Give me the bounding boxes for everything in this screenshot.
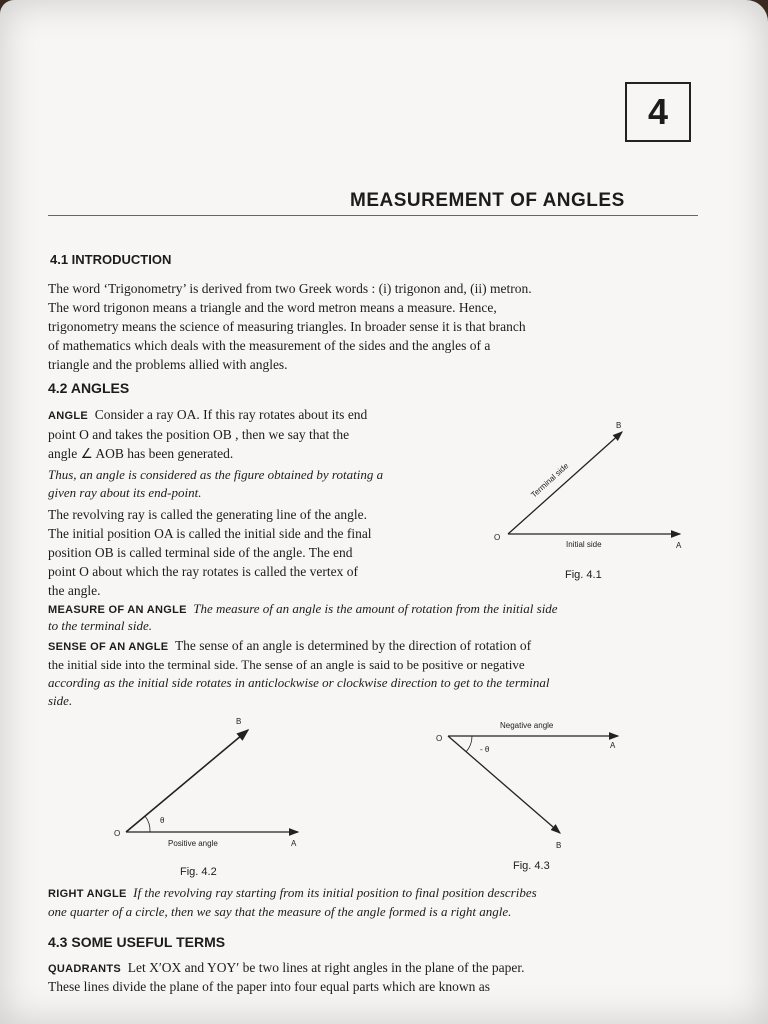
figure-4-1 bbox=[494, 421, 682, 550]
fig43-negative-label: Negative angle bbox=[500, 721, 554, 730]
measure-line-2: to the terminal side. bbox=[48, 618, 152, 633]
section-4-3-heading: 4.3 SOME USEFUL TERMS bbox=[48, 934, 226, 950]
fig42-theta: θ bbox=[160, 816, 165, 825]
quadrants-text-1: Let X′OX and YOY′ be two lines at right angles in the plane of the paper. bbox=[127, 960, 525, 975]
fig42-label-b: B bbox=[236, 717, 242, 726]
revolving-line-4: point O about which the ray rotates is called the vertex of bbox=[48, 564, 359, 579]
angle-line-3: angle ∠ AOB has been generated. bbox=[48, 446, 234, 461]
intro-line-3: trigonometry means the science of measuring triangles. In broader sense it is that branch bbox=[48, 319, 526, 334]
fig43-caption: Fig. 4.3 bbox=[513, 860, 550, 872]
fig41-terminal-ray bbox=[508, 432, 622, 534]
quadrants-label: QUADRANTS bbox=[48, 963, 121, 975]
fig43-label-a: A bbox=[610, 741, 616, 750]
fig43-terminal-ray bbox=[448, 736, 560, 833]
italic-line-1: Thus, an angle is considered as the figure obtained by rotating a bbox=[48, 467, 384, 482]
fig41-label-a: A bbox=[676, 541, 682, 550]
fig43-label-b: B bbox=[556, 841, 562, 850]
quadrants-line-1 bbox=[48, 958, 525, 979]
fig42-label-o: O bbox=[114, 829, 121, 838]
chapter-number-box: 4 bbox=[625, 82, 691, 142]
measure-text-1: The measure of an angle is the amount of rotation from the initial side bbox=[193, 601, 558, 616]
fig41-initial-label: Initial side bbox=[566, 540, 602, 549]
fig43-theta: - θ bbox=[480, 745, 490, 754]
fig42-positive-label: Positive angle bbox=[168, 839, 218, 848]
fig42-label-a: A bbox=[291, 839, 297, 848]
measure-label: MEASURE OF AN ANGLE bbox=[48, 604, 187, 616]
sense-line-4: side. bbox=[48, 693, 73, 708]
revolving-line-1: The revolving ray is called the generating line of the angle. bbox=[48, 507, 368, 522]
intro-line-2: The word trigonon means a triangle and the word metron means a measure. Hence, bbox=[48, 300, 497, 315]
fig41-label-b: B bbox=[616, 421, 622, 430]
revolving-line-2: The initial position OA is called the initial side and the final bbox=[48, 526, 372, 541]
right-angle-text-1: If the revolving ray starting from its initial position to final position describes bbox=[133, 885, 537, 900]
chapter-title: MEASUREMENT OF ANGLES bbox=[350, 190, 625, 211]
sense-text-1: The sense of an angle is determined by the direction of rotation of bbox=[174, 638, 532, 653]
intro-line-5: triangle and the problems allied with angles. bbox=[48, 357, 288, 372]
angle-label: ANGLE bbox=[48, 410, 88, 422]
right-angle-label: RIGHT ANGLE bbox=[48, 888, 127, 900]
fig41-label-o: O bbox=[494, 533, 501, 542]
fig41-caption: Fig. 4.1 bbox=[565, 569, 602, 581]
fig42-angle-arc bbox=[145, 816, 150, 832]
section-4-1-heading: 4.1 INTRODUCTION bbox=[50, 252, 172, 267]
quadrants-line-2: These lines divide the plane of the paper into four equal parts which are known as bbox=[48, 979, 490, 994]
angle-text-1: Consider a ray OA. If this ray rotates about its end bbox=[94, 407, 368, 422]
section-4-2-heading: 4.2 ANGLES bbox=[48, 380, 130, 396]
sense-label: SENSE OF AN ANGLE bbox=[48, 641, 169, 653]
revolving-line-5: the angle. bbox=[48, 583, 101, 598]
intro-line-4: of mathematics which deals with the measurement of the sides and the angles of a bbox=[48, 338, 491, 353]
revolving-line-3: position OB is called terminal side of the angle. The end bbox=[48, 545, 353, 560]
right-angle-line-2: one quarter of a circle, then we say that the measure of the angle formed is a right angle. bbox=[48, 904, 512, 919]
fig42-caption: Fig. 4.2 bbox=[180, 866, 217, 878]
fig42-terminal-ray bbox=[126, 730, 248, 832]
fig41-terminal-label: Terminal side bbox=[529, 461, 571, 500]
fig43-label-o: O bbox=[436, 734, 443, 743]
fig43-angle-arc bbox=[466, 736, 472, 752]
right-angle-line-1 bbox=[48, 883, 537, 904]
angle-line-2: point O and takes the position OB , then we say that the bbox=[48, 427, 350, 442]
sense-line-3: according as the initial side rotates in anticlockwise or clockwise direction to get to the terminal bbox=[48, 675, 550, 690]
intro-line-1: The word ‘Trigonometry’ is derived from two Greek words : (i) trigonon and, (ii) metron. bbox=[48, 281, 532, 296]
italic-line-2: given ray about its end-point. bbox=[48, 485, 202, 500]
figure-4-3 bbox=[436, 721, 618, 850]
sense-line-2: the initial side into the terminal side. The sense of an angle is said to be positive or negative bbox=[48, 657, 525, 672]
figure-4-2 bbox=[114, 717, 298, 848]
